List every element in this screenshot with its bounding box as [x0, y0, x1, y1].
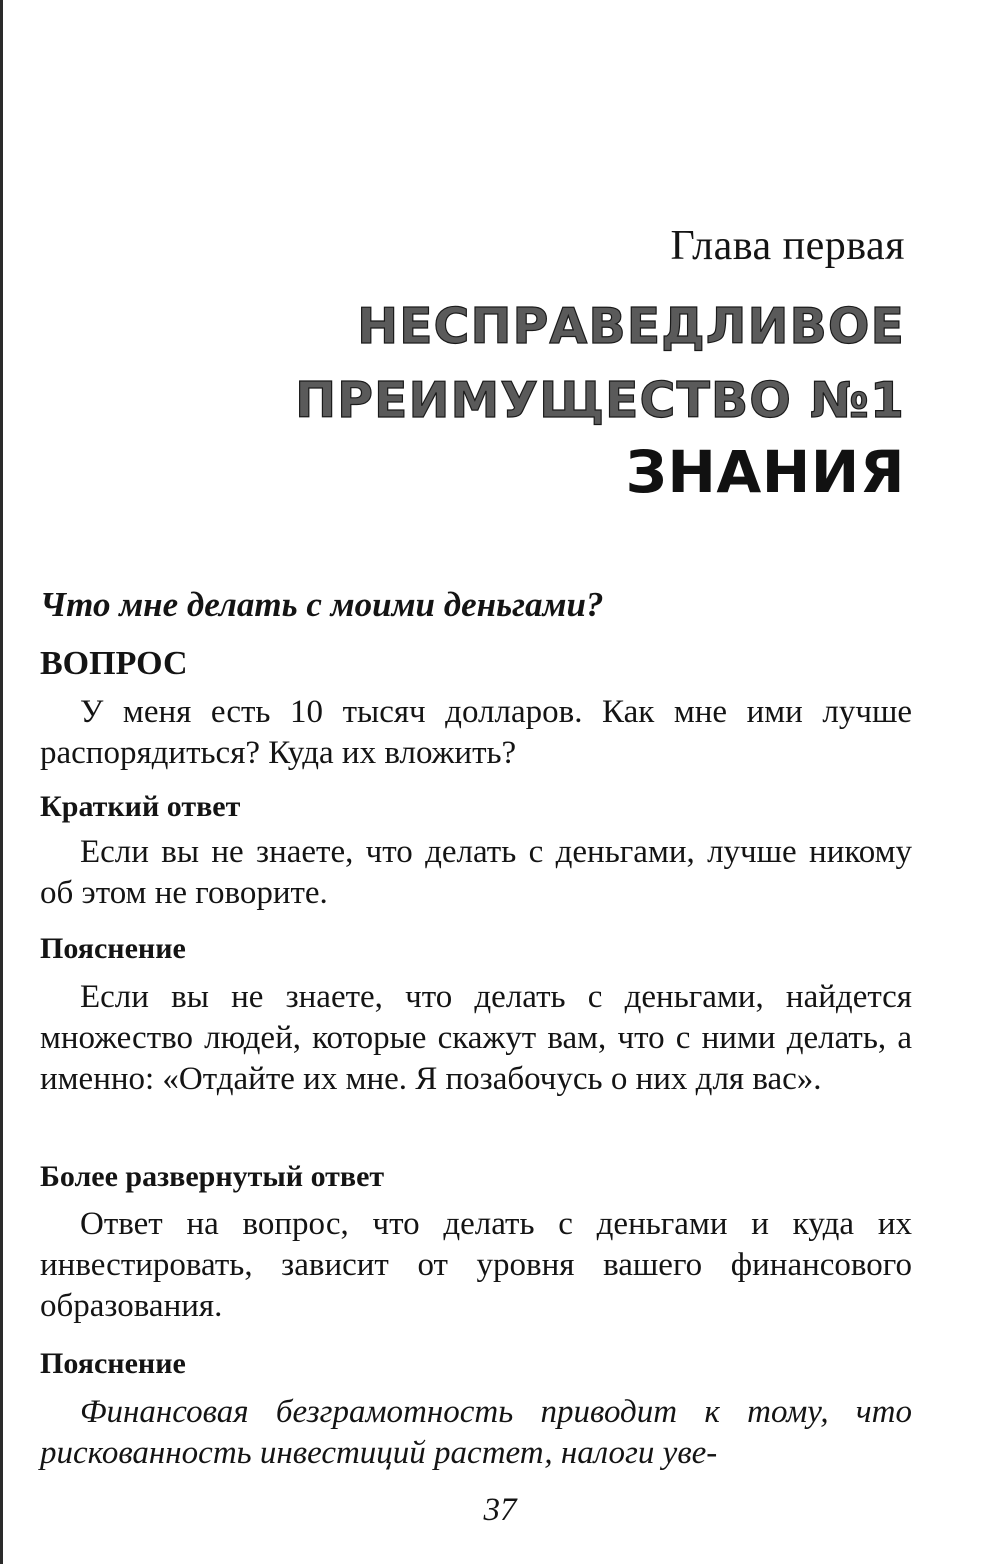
explanation-heading-2: Пояснение: [40, 1347, 186, 1380]
question-heading: ВОПРОС: [40, 645, 188, 682]
page-number: 37: [483, 1492, 517, 1528]
explanation-heading-1: Пояснение: [40, 932, 186, 965]
explanation-text-1: Если вы не знаете, что делать с деньгами, найдется множество людей, которые скажут вам, что с ними делать, а именно: «Отдайте их мне. Я позабочусь о них для вас».: [40, 979, 912, 1097]
question-text: У меня есть 10 тысяч долларов. Как мне ими лучше распорядиться? Куда их вложить?: [40, 694, 912, 771]
short-answer-text: Если вы не знаете, что делать с деньгами, лучше никому об этом не говорите.: [40, 834, 912, 911]
chapter-title-line-3: ЗНАНИЯ: [625, 438, 905, 506]
long-answer-heading: Более развернутый ответ: [40, 1160, 385, 1193]
long-answer-text: Ответ на вопрос, что делать с деньгами и куда их инвестировать, зависит от уровня вашего финансового образования.: [40, 1206, 912, 1324]
page-edge-line: [0, 0, 3, 1564]
chapter-label: Глава первая: [670, 223, 905, 269]
short-answer-heading: Краткий ответ: [40, 790, 241, 823]
explanation-text-2: Финансовая безграмотность приводит к тому, что рискованность инвестиций растет, налоги уве-: [40, 1394, 912, 1471]
section-title: Что мне делать с моими деньгами?: [40, 585, 604, 624]
chapter-title-line-2: ПРЕИМУЩЕСТВО №1: [295, 372, 905, 429]
chapter-title-line-1: НЕСПРАВЕДЛИВОЕ: [357, 298, 905, 355]
